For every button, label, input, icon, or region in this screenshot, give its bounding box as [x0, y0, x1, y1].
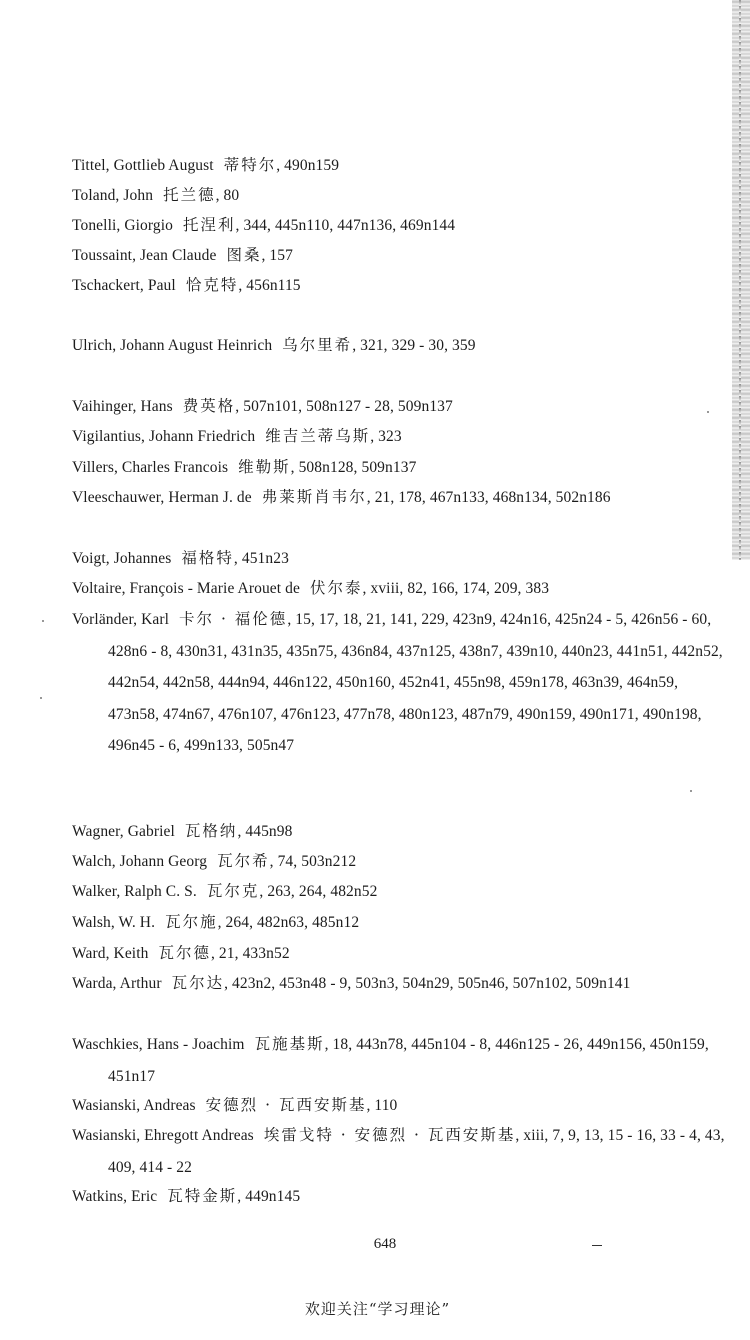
scan-edge-artifact: [732, 0, 750, 560]
scan-speck: [707, 411, 709, 413]
index-entry: Vleeschauwer, Herman J. de 弗莱斯肖韦尔, 21, 178, 467n133, 468n134, 502n186: [72, 488, 611, 506]
index-entry: Walker, Ralph C. S. 瓦尔克, 263, 264, 482n52: [72, 882, 378, 900]
index-entry: Vaihinger, Hans 费英格, 507n101, 508n127 - 28, 509n137: [72, 397, 453, 415]
index-entry: Walsh, W. H. 瓦尔施, 264, 482n63, 485n12: [72, 913, 360, 931]
index-entry: Vigilantius, Johann Friedrich 维吉兰蒂乌斯, 323: [72, 427, 402, 445]
index-entry: Voigt, Johannes 福格特, 451n23: [72, 549, 289, 567]
index-entry: Villers, Charles Francois 维勒斯, 508n128, 509n137: [72, 458, 417, 476]
footer-caption: 欢迎关注“学习理论”: [304, 1300, 451, 1318]
scan-speck: [40, 697, 42, 699]
index-entry: Ulrich, Johann August Heinrich 乌尔里希, 321, 329 - 30, 359: [72, 336, 476, 354]
index-entry: Tschackert, Paul 恰克特, 456n115: [72, 276, 301, 294]
index-entry: Tonelli, Giorgio 托涅利, 344, 445n110, 447n136, 469n144: [72, 216, 456, 234]
page-number: 648: [373, 1236, 397, 1252]
index-entry: Ward, Keith 瓦尔德, 21, 433n52: [72, 944, 290, 962]
index-entry: Warda, Arthur 瓦尔达, 423n2, 453n48 - 9, 503n3, 504n29, 505n46, 507n102, 509n141: [72, 974, 631, 992]
scan-dash-mark: [592, 1245, 602, 1246]
index-entry: Wasianski, Andreas 安德烈 · 瓦西安斯基, 110: [72, 1096, 398, 1114]
index-entry: Vorländer, Karl 卡尔 · 福伦德, 15, 17, 18, 21, 141, 229, 423n9, 424n16, 425n24 - 5, 426n56 - 60, 428n6 - 8, 430n31, 431n35, 435n75, 436n84, 437n125, 438n7, 439n10, 440n23, 441n51, 442n52, 442n54, 442n58, 444n94, 446n122, 450n160, 452n41, 455n98, 459n178, 463n39, 464n59, 473n58, 474n67, 476n107, 476n123, 477n78, 480n123, 487n79, 490n159, 490n171, 490n198, 496n45 - 6, 499n133, 505n47: [72, 610, 723, 754]
index-entry: Tittel, Gottlieb August 蒂特尔, 490n159: [72, 156, 340, 174]
scan-edge-line: [739, 0, 741, 560]
index-entry: Wasianski, Ehregott Andreas 埃雷戈特 · 安德烈 · 瓦西安斯基, xiii, 7, 9, 13, 15 - 16, 33 - 4, 43, 409, 414 - 22: [72, 1126, 725, 1176]
index-entry: Wagner, Gabriel 瓦格纳, 445n98: [72, 822, 293, 840]
index-entry: Walch, Johann Georg 瓦尔希, 74, 503n212: [72, 852, 357, 870]
scan-speck: [42, 620, 44, 622]
index-entry: Voltaire, François - Marie Arouet de 伏尔泰, xviii, 82, 166, 174, 209, 383: [72, 579, 550, 597]
index-entry: Toussaint, Jean Claude 图桑, 157: [72, 246, 293, 264]
index-entry: Toland, John 托兰德, 80: [72, 186, 240, 204]
index-entry: Watkins, Eric 瓦特金斯, 449n145: [72, 1187, 301, 1205]
scan-speck: [690, 790, 692, 792]
index-entry: Waschkies, Hans - Joachim 瓦施基斯, 18, 443n78, 445n104 - 8, 446n125 - 26, 449n156, 450n159, 451n17: [72, 1035, 709, 1085]
